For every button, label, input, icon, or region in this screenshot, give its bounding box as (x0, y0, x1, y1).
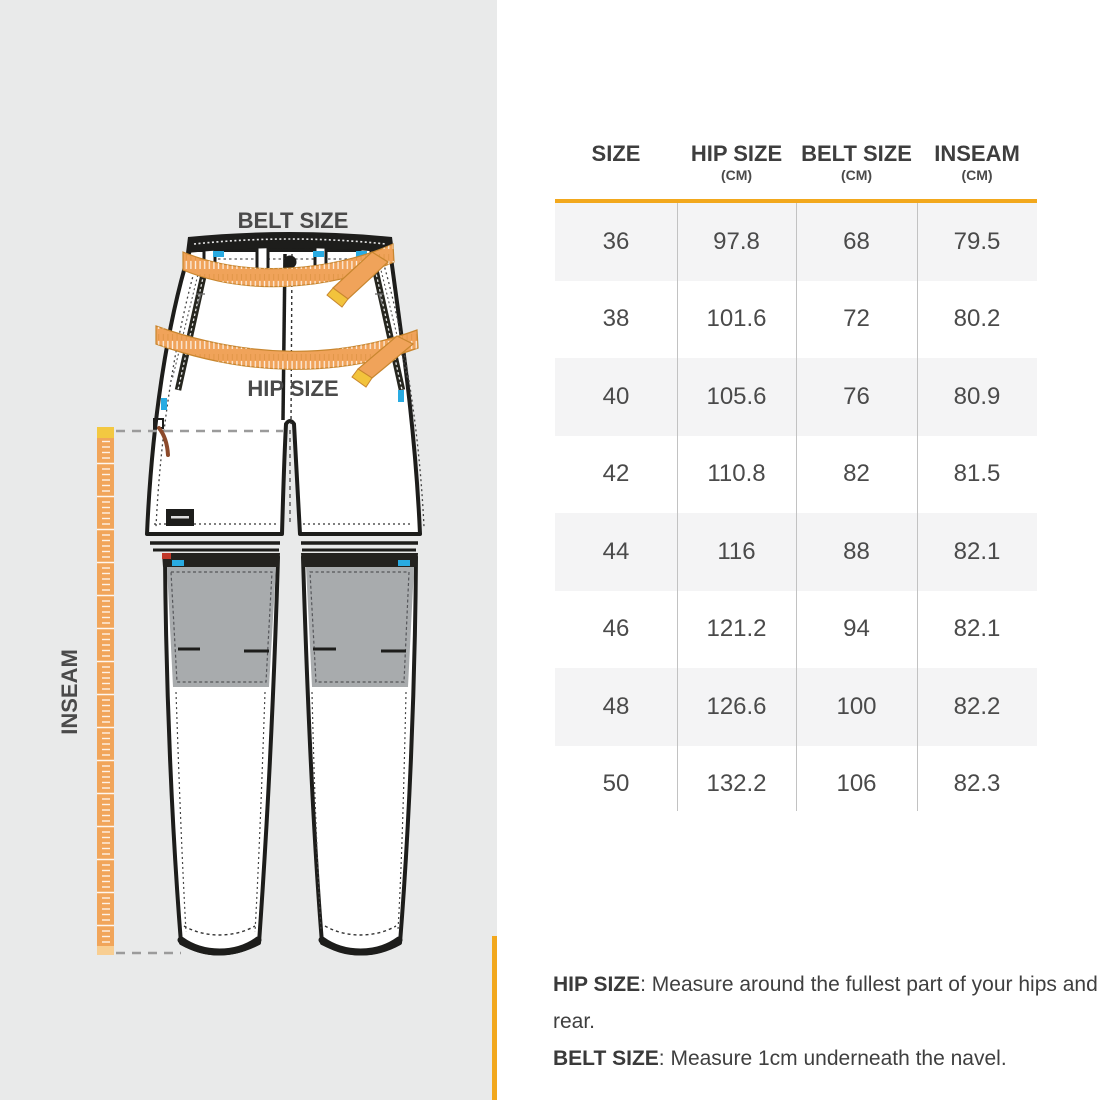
column-header: HIP SIZE (CM) (690, 141, 783, 183)
table-cell: 44 (602, 537, 630, 565)
table-cell: 82.1 (953, 615, 1001, 643)
table-cell: 72 (843, 305, 870, 333)
belt-size-note (553, 1040, 1100, 1077)
table-cell: 80.9 (953, 382, 1001, 410)
pocket-accent-cyan (161, 398, 167, 410)
loop-accent-cyan (213, 251, 224, 257)
accent-bar (492, 936, 497, 1100)
table-cell: 48 (602, 692, 630, 720)
belt-size-note-text: : Measure 1cm underneath the navel. (658, 1047, 1007, 1070)
hip-size-note (553, 966, 1100, 1040)
leg-accent-red (162, 553, 171, 559)
ruler-cap (97, 427, 114, 438)
table-cell: 82 (843, 460, 870, 488)
table-header-row (555, 140, 1037, 199)
lower-leg-right (301, 553, 418, 954)
column-header: SIZE (591, 141, 641, 166)
size-table (555, 140, 1037, 823)
table-cell: 126.6 (706, 692, 767, 720)
loop-accent-cyan (313, 251, 324, 257)
table-cell: 80.2 (953, 305, 1001, 333)
column-header: INSEAM (CM) (934, 141, 1020, 183)
measurement-notes (553, 966, 1100, 1077)
table-cell: 81.5 (953, 460, 1001, 488)
column-divider (677, 203, 678, 811)
table-cell: 36 (602, 227, 630, 255)
table-cell: 110.8 (707, 460, 766, 488)
belt-size-label: BELT SIZE (237, 208, 349, 233)
pants-diagram (0, 0, 497, 1100)
hip-size-note-text: : Measure around the fullest part of your hips and rear. (553, 973, 1098, 1033)
table-cell: 50 (602, 770, 630, 798)
table-cell: 105.6 (706, 382, 767, 410)
table-cell: 82.1 (953, 537, 1001, 565)
table-cell: 82.2 (953, 692, 1001, 720)
knee-panel (306, 567, 414, 687)
table-cell: 106 (836, 770, 877, 798)
table-cell: 40 (602, 382, 630, 410)
hip-size-label: HIP SIZE (247, 376, 339, 401)
table-cell: 38 (602, 305, 630, 333)
table-cell: 101.6 (706, 305, 767, 333)
table-cell: 88 (843, 537, 870, 565)
leg-accent-cyan (398, 560, 410, 566)
column-header: BELT SIZE (CM) (801, 141, 912, 183)
table-cell: 116 (717, 537, 756, 565)
knee-panel (167, 567, 276, 687)
belt-size-note-label: BELT SIZE (553, 1047, 659, 1070)
table-cell: 100 (836, 692, 877, 720)
table-cell: 94 (843, 615, 870, 643)
column-divider (917, 203, 918, 811)
table-cell: 42 (602, 460, 630, 488)
inseam-ruler (97, 427, 114, 955)
table-cell: 82.3 (953, 770, 1001, 798)
table-cell: 76 (843, 382, 870, 410)
table-cell: 121.2 (706, 615, 767, 643)
inseam-label: INSEAM (57, 649, 82, 735)
brand-label-patch (166, 509, 194, 526)
table-body (555, 203, 1037, 823)
column-divider (796, 203, 797, 811)
table-cell: 46 (602, 615, 630, 643)
table-cell: 79.5 (953, 227, 1001, 255)
pocket-accent-cyan (398, 390, 404, 402)
hip-size-note-label: HIP SIZE (553, 973, 641, 996)
lower-leg-left (162, 553, 280, 954)
waist-button (284, 256, 297, 269)
leg-accent-cyan (172, 560, 184, 566)
table-cell: 132.2 (706, 770, 767, 798)
table-cell: 68 (843, 227, 870, 255)
table-cell: 97.8 (713, 227, 760, 255)
